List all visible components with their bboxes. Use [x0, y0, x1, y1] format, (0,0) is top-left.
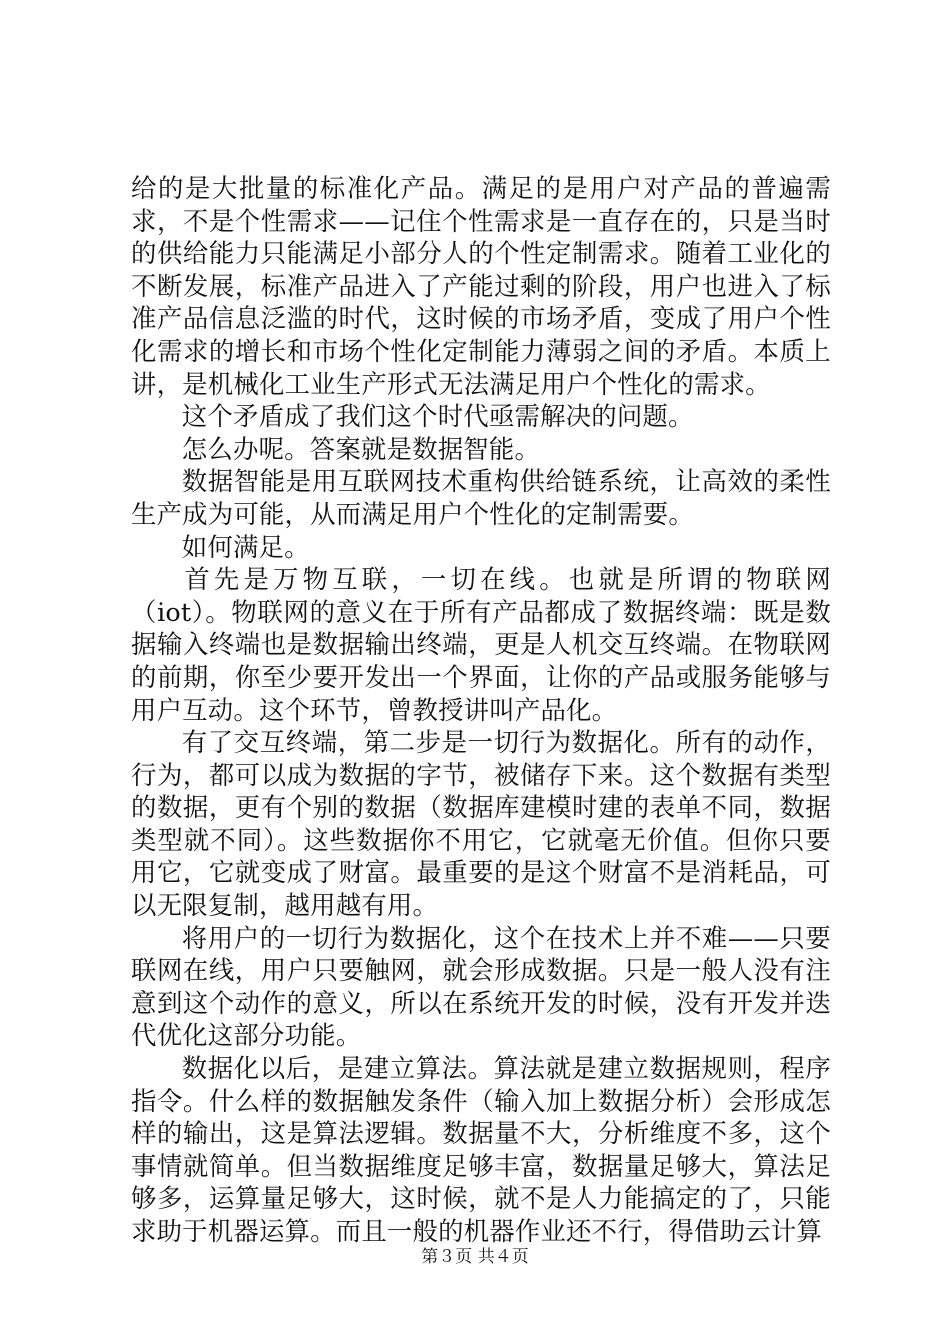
paragraph: 有了交互终端，第二步是一切行为数据化。所有的动作，行为，都可以成为数据的字节，被储存下来。这个数据有类型的数据，更有个别的数据（数据库建模时建的表单不同，数据类型就不同）。这些数据你不用它，它就毫无价值。但你只要用它，它就变成了财富。最重要的是这个财富不是消耗品，可以无限复制，越用越有用。 — [131, 727, 831, 921]
paragraph: 给的是大批量的标准化产品。满足的是用户对产品的普遍需求，不是个性需求——记住个性需求是一直存在的，只是当时的供给能力只能满足小部分人的个性定制需求。随着工业化的不断发展，标准产品进入了产能过剩的阶段，用户也进入了标准产品信息泛滥的时代，这时候的市场矛盾，变成了用户个性化需求的增长和市场个性化定制能力薄弱之间的矛盾。本质上讲，是机械化工业生产形式无法满足用户个性化的需求。 — [131, 173, 831, 399]
document-body — [131, 172, 831, 1248]
paragraph: 数据化以后，是建立算法。算法就是建立数据规则，程序指令。什么样的数据触发条件（输入加上数据分析）会形成怎样的输出，这是算法逻辑。数据量不大，分析维度不多，这个事情就简单。但当数据维度足够丰富，数据量足够大，算法足够多，运算量足够大，这时候，就不是人力能搞定的了，只能求助于机器运算。而且一般的机器作业还不行，得借助云计算 — [131, 1053, 831, 1246]
paragraph: 首先是万物互联，一切在线。也就是所谓的物联网（iot）。物联网的意义在于所有产品都成了数据终端：既是数据输入终端也是数据输出终端，更是人机交互终端。在物联网的前期，你至少要开发出一个界面，让你的产品或服务能够与用户互动。这个环节，曾教授讲叫产品化。 — [131, 564, 831, 725]
paragraph: 将用户的一切行为数据化，这个在技术上并不难——只要联网在线，用户只要触网，就会形成数据。只是一般人没有注意到这个动作的意义，所以在系统开发的时候，没有开发并迭代优化这部分功能。 — [131, 922, 831, 1051]
paragraph: 如何满足。 — [181, 531, 310, 562]
paragraph: 这个矛盾成了我们这个时代亟需解决的问题。 — [181, 401, 694, 432]
page-number: 第３页 共４页 — [421, 1247, 529, 1267]
paragraph: 数据智能是用互联网技术重构供给链系统，让高效的柔性生产成为可能，从而满足用户个性化的定制需要。 — [131, 466, 831, 529]
paragraph: 怎么办呢。答案就是数据智能。 — [181, 433, 541, 464]
